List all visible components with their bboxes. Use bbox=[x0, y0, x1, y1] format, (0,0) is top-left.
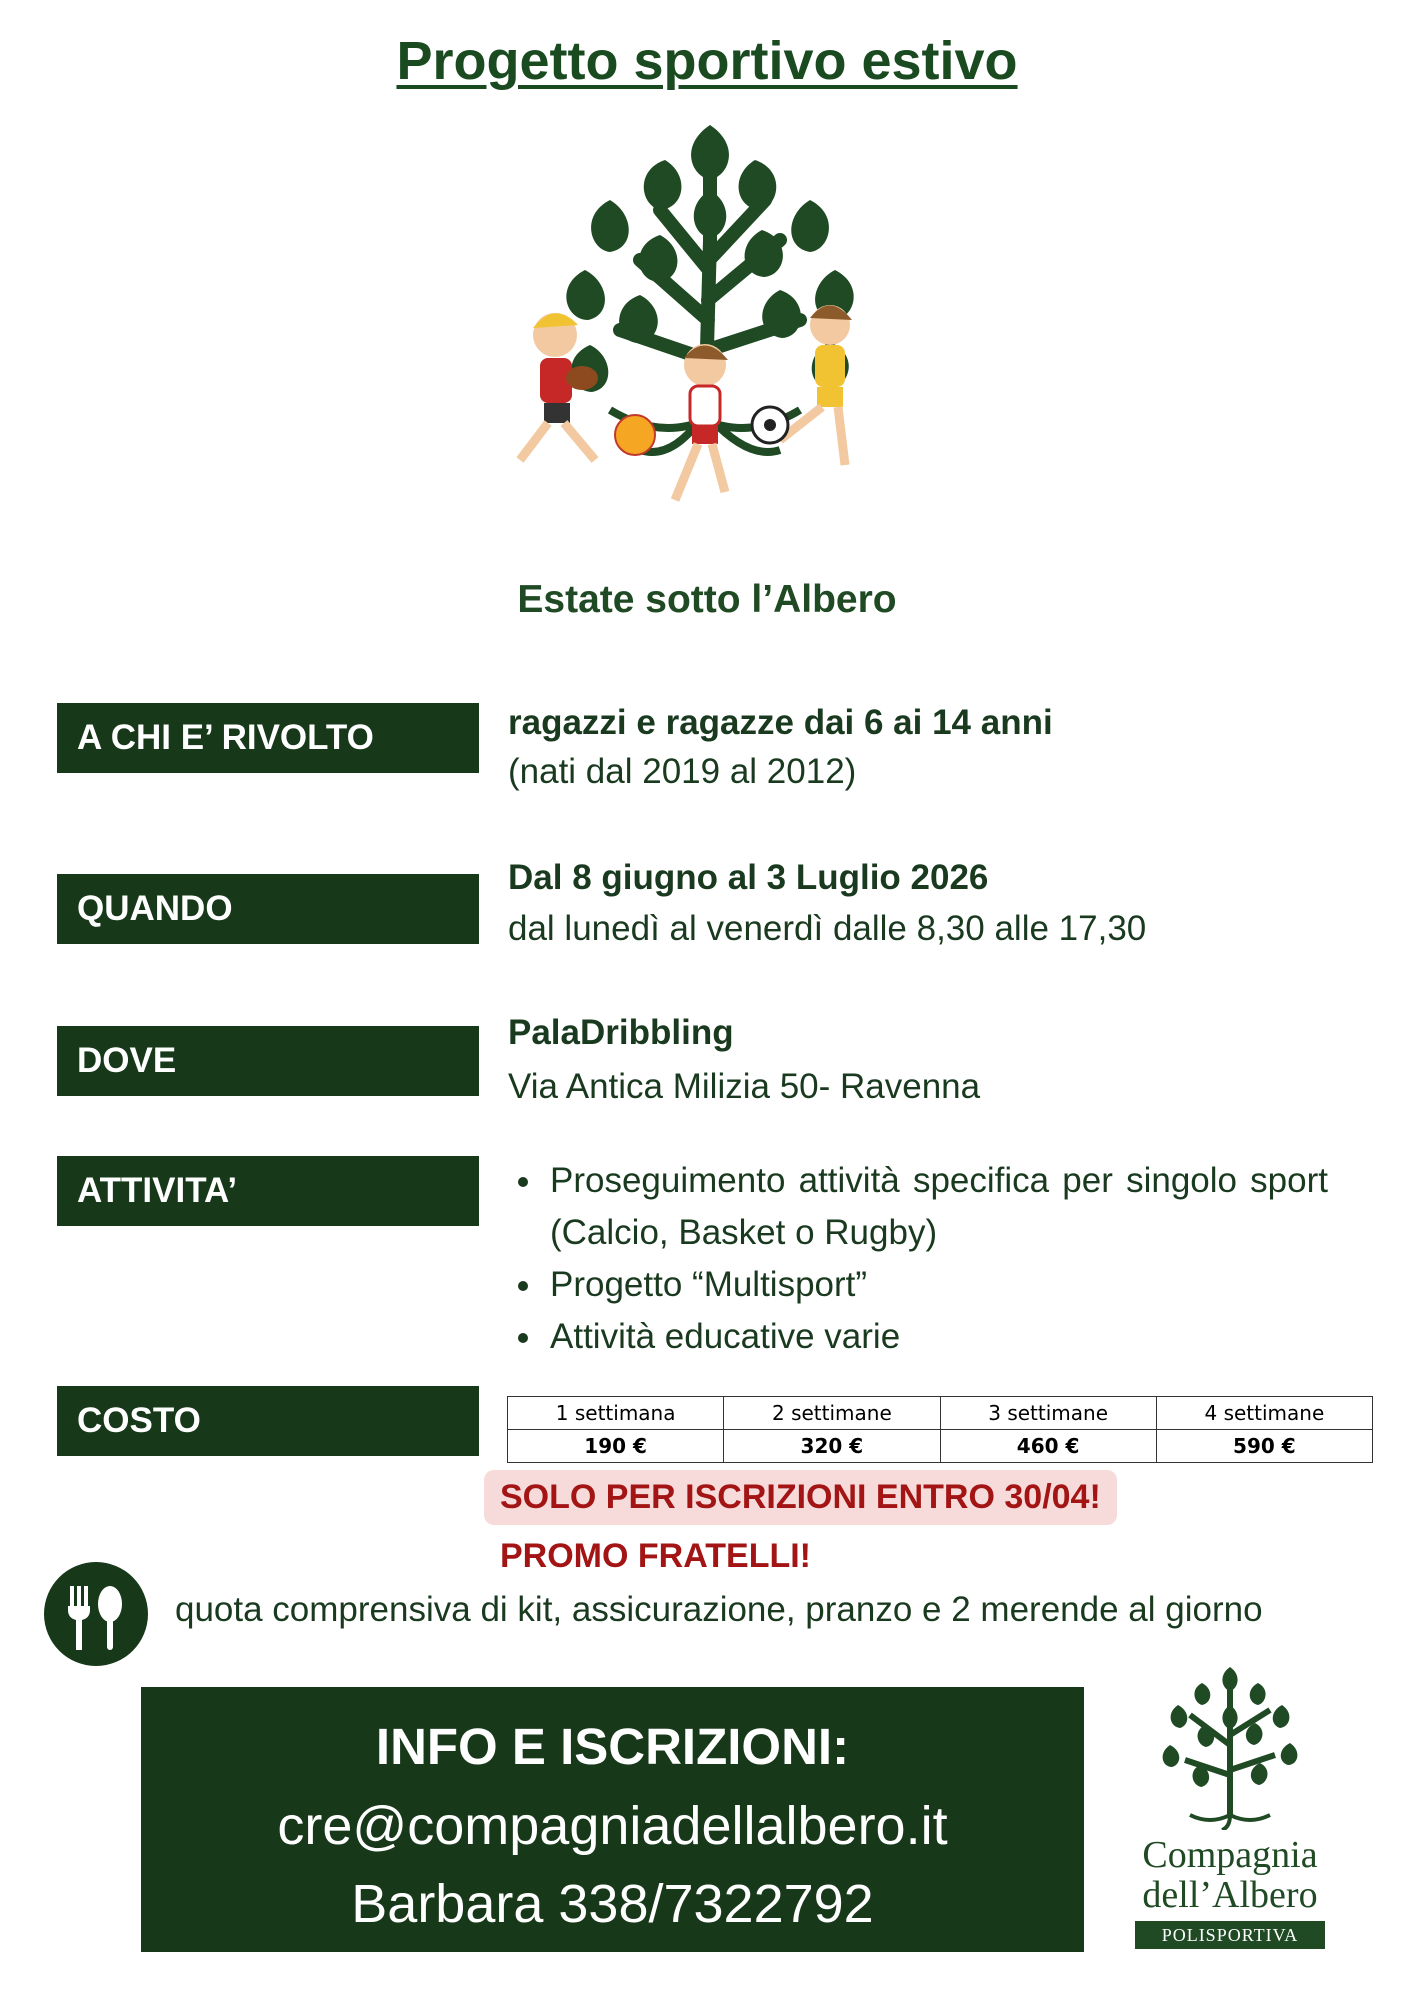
label-rivolto: A CHI E’ RIVOLTO bbox=[57, 703, 479, 773]
cost-table bbox=[507, 1396, 1373, 1463]
rivolto-line1: ragazzi e ragazze dai 6 ai 14 anni bbox=[508, 703, 1053, 742]
info-box bbox=[141, 1687, 1084, 1952]
label-costo: COSTO bbox=[57, 1386, 479, 1456]
promo-deadline: SOLO PER ISCRIZIONI ENTRO 30/04! bbox=[484, 1470, 1117, 1525]
price-1: 190 € bbox=[508, 1430, 724, 1463]
rivolto-line2: (nati dal 2019 al 2012) bbox=[508, 752, 857, 791]
info-phone[interactable]: Barbara 338/7322792 bbox=[351, 1874, 874, 1934]
label-attivita: ATTIVITA’ bbox=[57, 1156, 479, 1226]
dove-line1: PalaDribbling bbox=[508, 1013, 734, 1052]
cutlery-icon bbox=[44, 1562, 148, 1666]
week-1: 1 settimana bbox=[508, 1397, 724, 1430]
attivita-list bbox=[508, 1155, 1328, 1363]
logo-tree-icon bbox=[1130, 1665, 1330, 1830]
logo-polisportiva: POLISPORTIVA bbox=[1135, 1921, 1325, 1949]
list-item: Attività educative varie bbox=[508, 1311, 1328, 1363]
quota-text: quota comprensiva di kit, assicurazione, pranzo e 2 merende al giorno bbox=[175, 1590, 1263, 1629]
logo-text-albero: dell’Albero bbox=[1142, 1874, 1318, 1916]
hero-caption: Estate sotto l’Albero bbox=[517, 578, 897, 621]
week-3: 3 settimane bbox=[940, 1397, 1156, 1430]
label-dove: DOVE bbox=[57, 1026, 479, 1096]
price-4: 590 € bbox=[1156, 1430, 1372, 1463]
week-2: 2 settimane bbox=[724, 1397, 940, 1430]
page-title: Progetto sportivo estivo bbox=[396, 31, 1018, 91]
info-email[interactable]: cre@compagniadellalbero.it bbox=[277, 1796, 948, 1856]
week-4: 4 settimane bbox=[1156, 1397, 1372, 1430]
logo-text-compagnia: Compagnia bbox=[1142, 1834, 1318, 1876]
price-3: 460 € bbox=[940, 1430, 1156, 1463]
list-item: Progetto “Multisport” bbox=[508, 1259, 1328, 1311]
quando-line2: dal lunedì al venerdì dalle 8,30 alle 17,30 bbox=[508, 909, 1147, 948]
quando-line1: Dal 8 giugno al 3 Luglio 2026 bbox=[508, 858, 989, 897]
tree-kids-illustration bbox=[500, 120, 920, 560]
info-title: INFO E ISCRIZIONI: bbox=[375, 1718, 850, 1775]
list-item: Proseguimento attività specifica per singolo sport (Calcio, Basket o Rugby) bbox=[508, 1155, 1328, 1259]
label-quando: QUANDO bbox=[57, 874, 479, 944]
price-2: 320 € bbox=[724, 1430, 940, 1463]
dove-line2: Via Antica Milizia 50- Ravenna bbox=[508, 1067, 981, 1106]
logo bbox=[1130, 1665, 1330, 1965]
promo-fratelli: PROMO FRATELLI! bbox=[500, 1537, 811, 1575]
